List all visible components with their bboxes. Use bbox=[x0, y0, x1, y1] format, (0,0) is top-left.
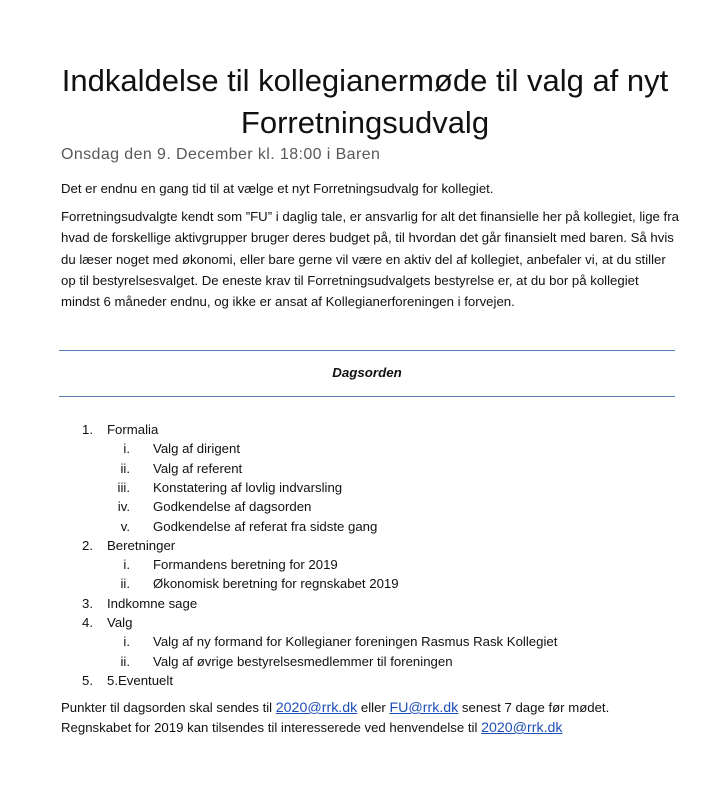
email-link-fu[interactable]: FU@rrk.dk bbox=[389, 700, 459, 716]
email-link-2020[interactable]: 2020@rrk.dk bbox=[481, 720, 563, 736]
document-subtitle: Onsdag den 9. December kl. 18:00 i Baren bbox=[61, 146, 381, 163]
agenda-item-label: Formalia bbox=[107, 422, 159, 437]
agenda-subitem-number: i. bbox=[123, 634, 130, 650]
agenda-subitem-number: ii. bbox=[120, 653, 130, 669]
footer-line-1 bbox=[61, 698, 701, 718]
agenda-subitem-label: Godkendelse af dagsorden bbox=[153, 499, 312, 515]
footer-text: senest 7 dage før mødet. bbox=[458, 700, 610, 715]
footer-text: Regnskabet for 2019 kan tilsendes til interesserede ved henvendelse til bbox=[61, 720, 482, 735]
agenda-subitem-label: Konstatering af lovlig indvarsling bbox=[153, 479, 343, 495]
agenda-item-number: 3. bbox=[82, 595, 93, 611]
agenda-subitem-number: v. bbox=[120, 518, 130, 534]
agenda-divider-bottom bbox=[59, 396, 675, 397]
intro-paragraph: Det er endnu en gang tid til at vælge et nyt Forretningsudvalg for kollegiet. bbox=[61, 181, 494, 196]
agenda-subitem-label: Valg af dirigent bbox=[153, 441, 240, 457]
agenda-item-number: 4. bbox=[82, 615, 93, 630]
agenda-item-label: Indkomne sage bbox=[107, 595, 198, 611]
document-title: Indkaldelse til kollegianermøde til valg af nyt Forretningsudvalg bbox=[61, 63, 669, 140]
agenda-subitem-label: Valg af øvrige bestyrelsesmedlemmer til foreningen bbox=[153, 653, 453, 669]
agenda-item-number: 1. bbox=[82, 422, 93, 437]
email-link-2020[interactable]: 2020@rrk.dk bbox=[275, 700, 358, 716]
footer-text: eller bbox=[357, 700, 390, 715]
description-paragraph: Forretningsudvalgte kendt som ”FU” i daglig tale, er ansvarlig for alt det finansielle her på kollegiet, lige fra hvad de forskellige aktivgrupper bruger deres budget på, til hvordan det går finansielt med baren. Så hvis du læser noget med økonomi, eller bare gerne vil være en aktiv del af kollegiet, anbefaler vi, at du stiller op til bestyrelsesvalget. De eneste krav til Forretningsudvalgets bestyrelse er, at du bor på kollegiet mindst 6 måneder endnu, og ikke er ansat af Kollegianerforeningen i forvejen. bbox=[61, 209, 679, 310]
agenda-item-label: Valg bbox=[107, 615, 133, 630]
agenda-subitem-number: iv. bbox=[117, 499, 130, 515]
agenda-subitem-label: Valg af ny formand for Kollegianer foreningen Rasmus Rask Kollegiet bbox=[153, 634, 558, 650]
agenda-item-number: 2. bbox=[82, 537, 93, 553]
agenda-subitem-label: Økonomisk beretning for regnskabet 2019 bbox=[153, 576, 399, 592]
agenda-subitem-label: Formandens beretning for 2019 bbox=[153, 557, 338, 573]
agenda-item-number: 5. bbox=[82, 672, 93, 688]
agenda-subitem-number: ii. bbox=[120, 460, 130, 476]
footer-text: Punkter til dagsorden skal sendes til bbox=[61, 700, 276, 715]
agenda-divider-top bbox=[59, 350, 675, 351]
agenda-subitem-number: i. bbox=[123, 557, 130, 573]
agenda-heading: Dagsorden bbox=[332, 365, 402, 380]
agenda-subitem-number: i. bbox=[123, 441, 130, 457]
agenda-item-label: 5.Eventuelt bbox=[107, 672, 173, 688]
agenda-subitem-label: Valg af referent bbox=[153, 460, 243, 476]
agenda-item-label: Beretninger bbox=[107, 537, 176, 553]
footer-line-2 bbox=[61, 718, 701, 738]
agenda-subitem-number: iii. bbox=[117, 479, 130, 495]
agenda-subitem-number: ii. bbox=[120, 576, 130, 592]
agenda-subitem-label: Godkendelse af referat fra sidste gang bbox=[153, 518, 378, 534]
